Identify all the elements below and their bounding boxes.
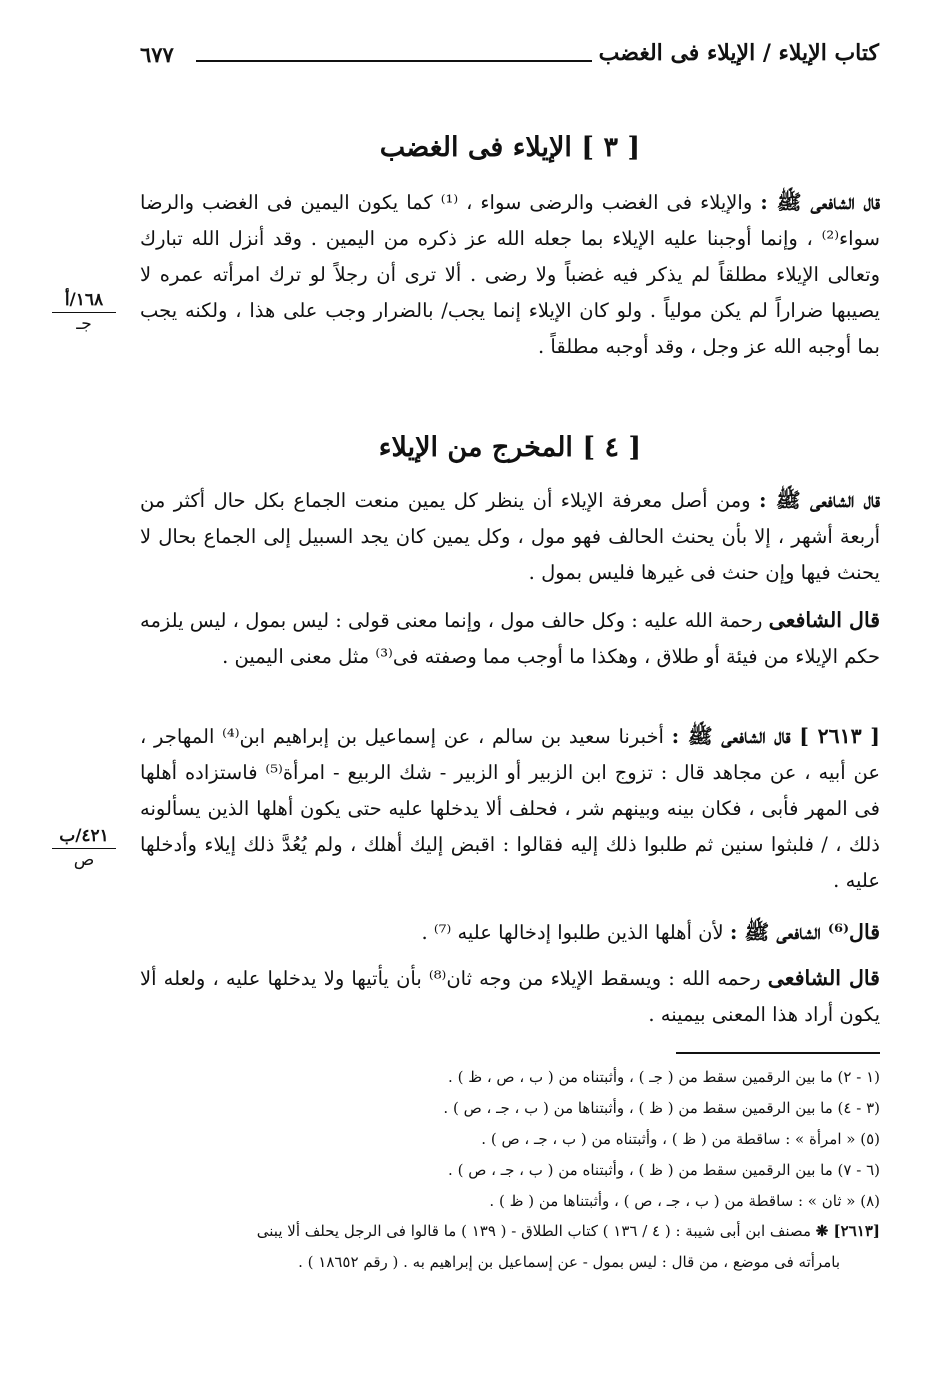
paragraph-5 [140, 914, 880, 951]
paragraph-2 [140, 482, 880, 591]
footnote: (٦ - ٧) ما بين الرقمين سقط من ( ظ ) ، وأثبتناه من ( ب ، جـ ، ص ) . [448, 1161, 880, 1179]
footnote: (٥) « امرأة » : ساقطة من ( ظ ) ، وأثبتناه من ( ب ، جـ ، ص ) . [481, 1130, 880, 1148]
paragraph-text: رحمه الله : ويسقط الإيلاء من وجه ثان⁽⁸⁾ بأن يأتيها ولا يدخلها عليه ، ولعله ألا يكون أراد هذا المعنى بيمينه . [140, 967, 880, 1026]
paragraph-text: رحمة الله عليه : وكل حالف مول ، وإنما معنى قولى : ليس بمول ، ليس يلزمه حكم الإيلاء من فيئة أو طلاق ، وهكذا ما أوجب مما وصفته فى⁽³⁾ مثل معنى اليمين . [140, 609, 880, 668]
paragraph-3 [140, 602, 880, 675]
source-ref: [٢٦١٣] ❋ [815, 1222, 880, 1240]
hadith-number-speaker: [ ٢٦١٣ ] قال الشافعى ﷺ : [671, 724, 880, 748]
source-note [140, 1216, 880, 1278]
paragraph-text: لأن أهلها الذين طلبوا إدخالها عليه ⁽⁷⁾ . [421, 921, 724, 944]
margin-folio: ٤٢١/ب [52, 826, 116, 849]
paragraph-6 [140, 960, 880, 1033]
footnotes [140, 1062, 880, 1217]
margin-manuscript: ص [73, 850, 95, 870]
speaker-label: قال الشافعى ﷺ : [759, 488, 880, 512]
margin-folio: ١٦٨/أ [52, 290, 116, 313]
source-line-1: مصنف ابن أبى شيبة : ( ٤ / ١٣٦ ) كتاب الطلاق - ( ١٣٩ ) ما قالوا فى الرجل يحلف ألا يبنى [256, 1222, 811, 1240]
speaker-label: قال⁽⁶⁾ الشافعى ﷺ : [729, 920, 880, 944]
footnote: (٨) « ثان » : ساقطة من ( ب ، جـ ، ص ) ، وأثبتناها من ( ظ ) . [489, 1192, 880, 1210]
header-rule [196, 60, 592, 62]
footnote: (٣ - ٤) ما بين الرقمين سقط من ( ظ ) ، وأثبتناها من ( ب ، جـ ، ص ) . [443, 1099, 880, 1117]
speaker-label: قال الشافعى [768, 608, 880, 632]
paragraph-text: والإيلاء فى الغضب والرضى سواء ، ⁽¹⁾ كما يكون اليمين فى الغضب والرضا سواء⁽²⁾ ، وإنما أوجبنا عليه الإيلاء بما جعله الله عز ذكره من اليمين . وقد أنزل الله تبارك وتعالى الإيلاء مطلقاً لم يذكر فيه غضباً ولا رضى . ألا ترى أن رجلاً لو ترك امرأته عمره لا يصيبها ضراراً لم يكن مولياً . ولو كان الإيلاء إنما يجب/ بالضرار وجب على هذا ، ولكنه يجب بما أوجبه الله عز وجل ، وقد أوجبه مطلقاً . [140, 191, 880, 358]
paragraph-text: ومن أصل معرفة الإيلاء أن ينظر كل يمين منعت الجماع بكل حال أكثر من أربعة أشهر ، إلا بأن يحنث الحالف فهو مول ، وكل يمين كان يجد السبيل إلى الجماع بحال لا يحنث فيها وإن حنث فى غيرها فليس بمول . [140, 489, 880, 584]
footnote: (١ - ٢) ما بين الرقمين سقط من ( جـ ) ، وأثبتناه من ( ب ، ص ، ظ ) . [448, 1068, 880, 1086]
speaker-label: قال الشافعى ﷺ : [760, 190, 881, 214]
margin-manuscript: جـ [76, 314, 92, 334]
section-heading-3: [ ٣ ] الإيلاء فى الغضب [379, 132, 641, 163]
section-heading-4: [ ٤ ] المخرج من الإيلاء [378, 432, 642, 463]
footnote-rule [676, 1052, 880, 1054]
paragraph-hadith-2613 [140, 718, 880, 899]
source-line-2: بامرأته فى موضع ، من قال : ليس بمول - عن إسماعيل بن إبراهيم به . ( رقم ١٨٦٥٢ ) . [298, 1253, 840, 1271]
margin-note-1 [52, 290, 116, 334]
speaker-label: قال الشافعى [767, 966, 880, 990]
paragraph-1 [140, 184, 880, 365]
running-title: كتاب الإيلاء / الإيلاء فى الغضب [598, 40, 879, 66]
paragraph-text: أخبرنا سعيد بن سالم ، عن إسماعيل بن إبراهيم ابن⁽⁴⁾ المهاجر ، عن أبيه ، عن مجاهد قال : تزوج ابن الزبير أو الزبير - شك الربيع - امرأة⁽⁵⁾ فاستزاده أهلها فى المهر فأبى ، فكان بينه وبينهم شر ، فحلف ألا يدخلها عليه حتى يكون أهلها الذين يسألونه ذلك ، / فلبثوا سنين ثم طلبوا ذلك إليه فقالوا : اقبض إليك أهلك ، ولم يُعُدَّ ذلك إيلاء وأدخلها عليه . [140, 725, 880, 892]
margin-note-2 [52, 826, 116, 870]
page-number: ٦٧٧ [140, 42, 174, 67]
